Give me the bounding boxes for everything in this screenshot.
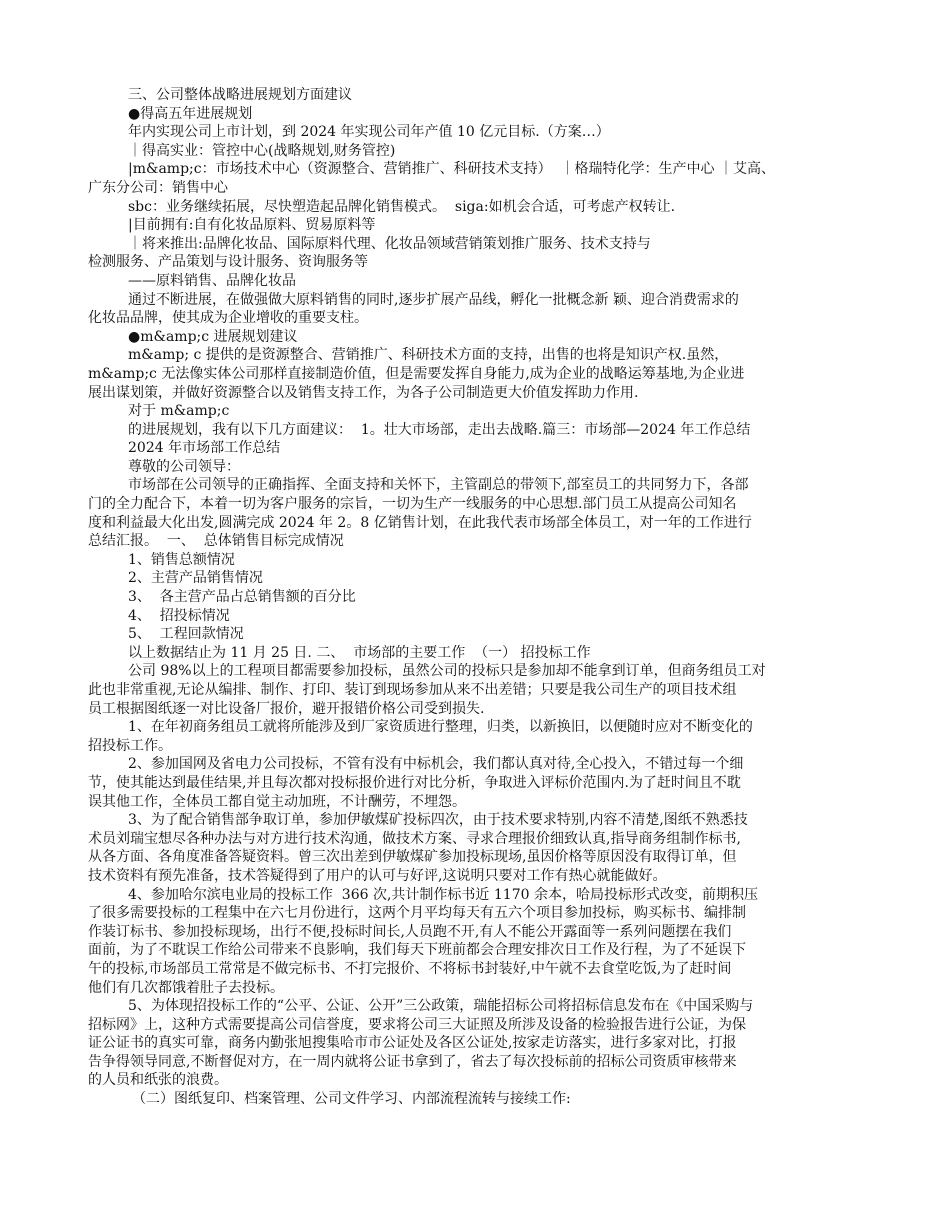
text-line: 招标网》上，这种方式需要提高公司信誉度，要求将公司三大证照及所涉及设备的检验报告进行公证，为保	[88, 1016, 746, 1033]
text-line: 招投标工作。	[88, 737, 172, 754]
text-line: 的进展规划，我有以下几方面建议： 1。壮大市场部，走出去战略.篇三：市场部—2024 年工作总结	[128, 421, 751, 438]
text-line: m&amp;c 无法像实体公司那样直接制造价值，但是需要发挥自身能力,成为企业的战略运筹基地,为企业进	[88, 365, 745, 382]
text-line: 术员刘瑞宝想尽各种办法与对方进行技术沟通，做技术方案、寻求合理报价细致认真,指导商务组制作标书,	[88, 830, 741, 847]
text-line: 员工根据图纸逐一对比设备厂报价，避开报错价格公司受到损失.	[88, 700, 485, 717]
text-line: 对于 m&amp;c	[128, 403, 230, 420]
text-line: 总结汇报。 一、 总体销售目标完成情况	[88, 533, 344, 550]
text-line: 5、 工程回款情况	[128, 626, 244, 643]
text-line: 通过不断进展，在做强做大原料销售的同时,逐步扩展产品线，孵化一批概念新 颖、迎合消费需求的	[128, 291, 739, 308]
text-line: ●m&amp;c 进展规划建议	[128, 328, 298, 345]
text-line: 他们有几次都饿着肚子去投标。	[88, 979, 284, 996]
text-line: 展出谋划策，并做好资源整合以及销售支持工作，为各子公司制造更大价值发挥助力作用.	[88, 384, 639, 401]
text-line: 4、参加哈尔滨电业局的投标工作 366 次,共计制作标书近 1170 余本，哈局投标形式改变，前期积压	[128, 886, 758, 903]
text-line: 3、 各主营产品占总销售额的百分比	[128, 589, 356, 606]
text-line: 证公证书的真实可靠，商务内勤张旭搜集哈市市公证处及各区公证处,按家走访落实，进行多家对比，打报	[88, 1035, 737, 1052]
text-line: |m&amp;c：市场技术中心（资源整合、营销推广、科研技术支持） ｜格瑞特化学：生产中心 ｜艾高、	[128, 161, 775, 178]
text-line: 广东分公司：销售中心	[88, 179, 228, 196]
text-line: 公司 98%以上的工程项目都需要参加投标，虽然公司的投标只是参加却不能拿到订单，但商务组员工对	[128, 663, 766, 680]
text-line: sbc：业务继续拓展，尽快塑造起品牌化销售模式。 siga:如机会合适，可考虑产权转让.	[128, 198, 676, 215]
text-line: 以上数据结止为 11 月 25 日. 二、 市场部的主要工作 （一） 招投标工作	[128, 644, 591, 661]
text-line: 午的投标,市场部员工常常是不做完标书、不打完报价、不将标书封装好,中午就不去食堂吃饭,为了赶时间	[88, 960, 732, 977]
text-line: 4、 招投标情况	[128, 607, 230, 624]
text-line: 告争得领导同意,不断督促对方，在一周内就将公证书拿到了，省去了每次投标前的招标公司资质审核带来	[88, 1053, 737, 1070]
text-line: 2024 年市场部工作总结	[128, 440, 281, 457]
text-line: 化妆品品牌，使其成为企业增收的重要支柱。	[88, 310, 368, 327]
text-line: 了很多需要投标的工程集中在六七月份进行，这两个月平均每天有五六个项目参加投标，购买标书、编排制	[88, 905, 746, 922]
text-line: |目前拥有:自有化妆品原料、贸易原料等	[128, 217, 376, 234]
text-line: ●得高五年进展规划	[128, 105, 253, 122]
text-line: 尊敬的公司领导：	[128, 458, 240, 475]
text-line: 市场部在公司领导的正确指挥、全面支持和关怀下，主管副总的带领下,部室员工的共同努力下，各部	[128, 477, 749, 494]
text-line: （二）图纸复印、档案管理、公司文件学习、内部流程流转与接续工作:	[132, 1091, 571, 1108]
text-line: 检测服务、产品策划与设计服务、资询服务等	[88, 254, 368, 271]
text-line: 的人员和纸张的浪费。	[88, 1072, 228, 1089]
text-line: 三、公司整体战略进展规划方面建议	[128, 87, 352, 103]
text-line: 1、销售总额情况	[128, 551, 235, 568]
text-line: ｜将来推出:品牌化妆品、国际原料代理、化妆品领域营销策划推广服务、技术支持与	[128, 235, 651, 252]
text-line: 年内实现公司上市计划，到 2024 年实现公司年产值 10 亿元目标.（方案…）	[128, 124, 610, 141]
text-line: ｜得高实业：管控中心(战略规划,财务管控)	[128, 142, 396, 159]
text-line: 2、参加国网及省电力公司投标，不管有没有中标机会，我们都认真对待,全心投入，不错过每一个细	[128, 756, 744, 773]
text-line: 度和利益最大化出发,圆满完成 2024 年 2。8 亿销售计划，在此我代表市场部全体员工，对一年的工作进行	[88, 514, 752, 531]
text-line: 2、主营产品销售情况	[128, 570, 263, 587]
text-line: ——原料销售、品牌化妆品	[128, 272, 296, 289]
text-line: 节，使其能达到最佳结果,并且每次都对投标报价进行对比分析，争取进入评标价范围内.为了赶时间且不耽	[88, 774, 741, 791]
text-line: m&amp; c 提供的是资源整合、营销推广、科研技术方面的支持，出售的也将是知识产权.虽然，	[128, 347, 729, 364]
text-line: 作装订标书、参加投标现场，出行不便,投标时间长,人员跑不开,有人不能公开露面等一系列问题摆在我们	[88, 923, 732, 940]
text-line: 从各方面、各角度准备答疑资料。曾三次出差到伊敏煤矿参加投标现场,虽因价格等原因没有取得订单，但	[88, 849, 737, 866]
text-line: 此也非常重视,无论从编排、制作、打印、装订到现场参加从来不出差错；只要是我公司生产的项目技术组	[88, 682, 737, 698]
text-line: 面前，为了不耽误工作给公司带来不良影响，我们每天下班前都会合理安排次日工作及行程，为了不延误下	[88, 942, 746, 959]
text-line: 技术资料有预先准备，技术答疑得到了用户的认可与好评,这说明只要对工作有热心就能做好。	[88, 867, 667, 884]
text-line: 误其他工作，全体员工都自觉主动加班，不计酬劳，不埋怨。	[88, 793, 466, 810]
text-line: 门的全力配合下，本着一切为客户服务的宗旨，一切为生产一线服务的中心思想.部门员工从提高公司知名	[88, 496, 737, 513]
text-line: 5、为体现招投标工作的“公平、公证、公开”三公政策，瑞能招标公司将招标信息发布在《中国采购与	[128, 998, 754, 1015]
text-line: 1、在年初商务组员工就将所能涉及到厂家资质进行整理，归类，以新换旧，以便随时应对不断变化的	[128, 719, 753, 736]
text-line: 3、为了配合销售部争取订单，参加伊敏煤矿投标四次，由于技术要求特别,内容不清楚,图纸不熟悉技	[128, 812, 748, 829]
